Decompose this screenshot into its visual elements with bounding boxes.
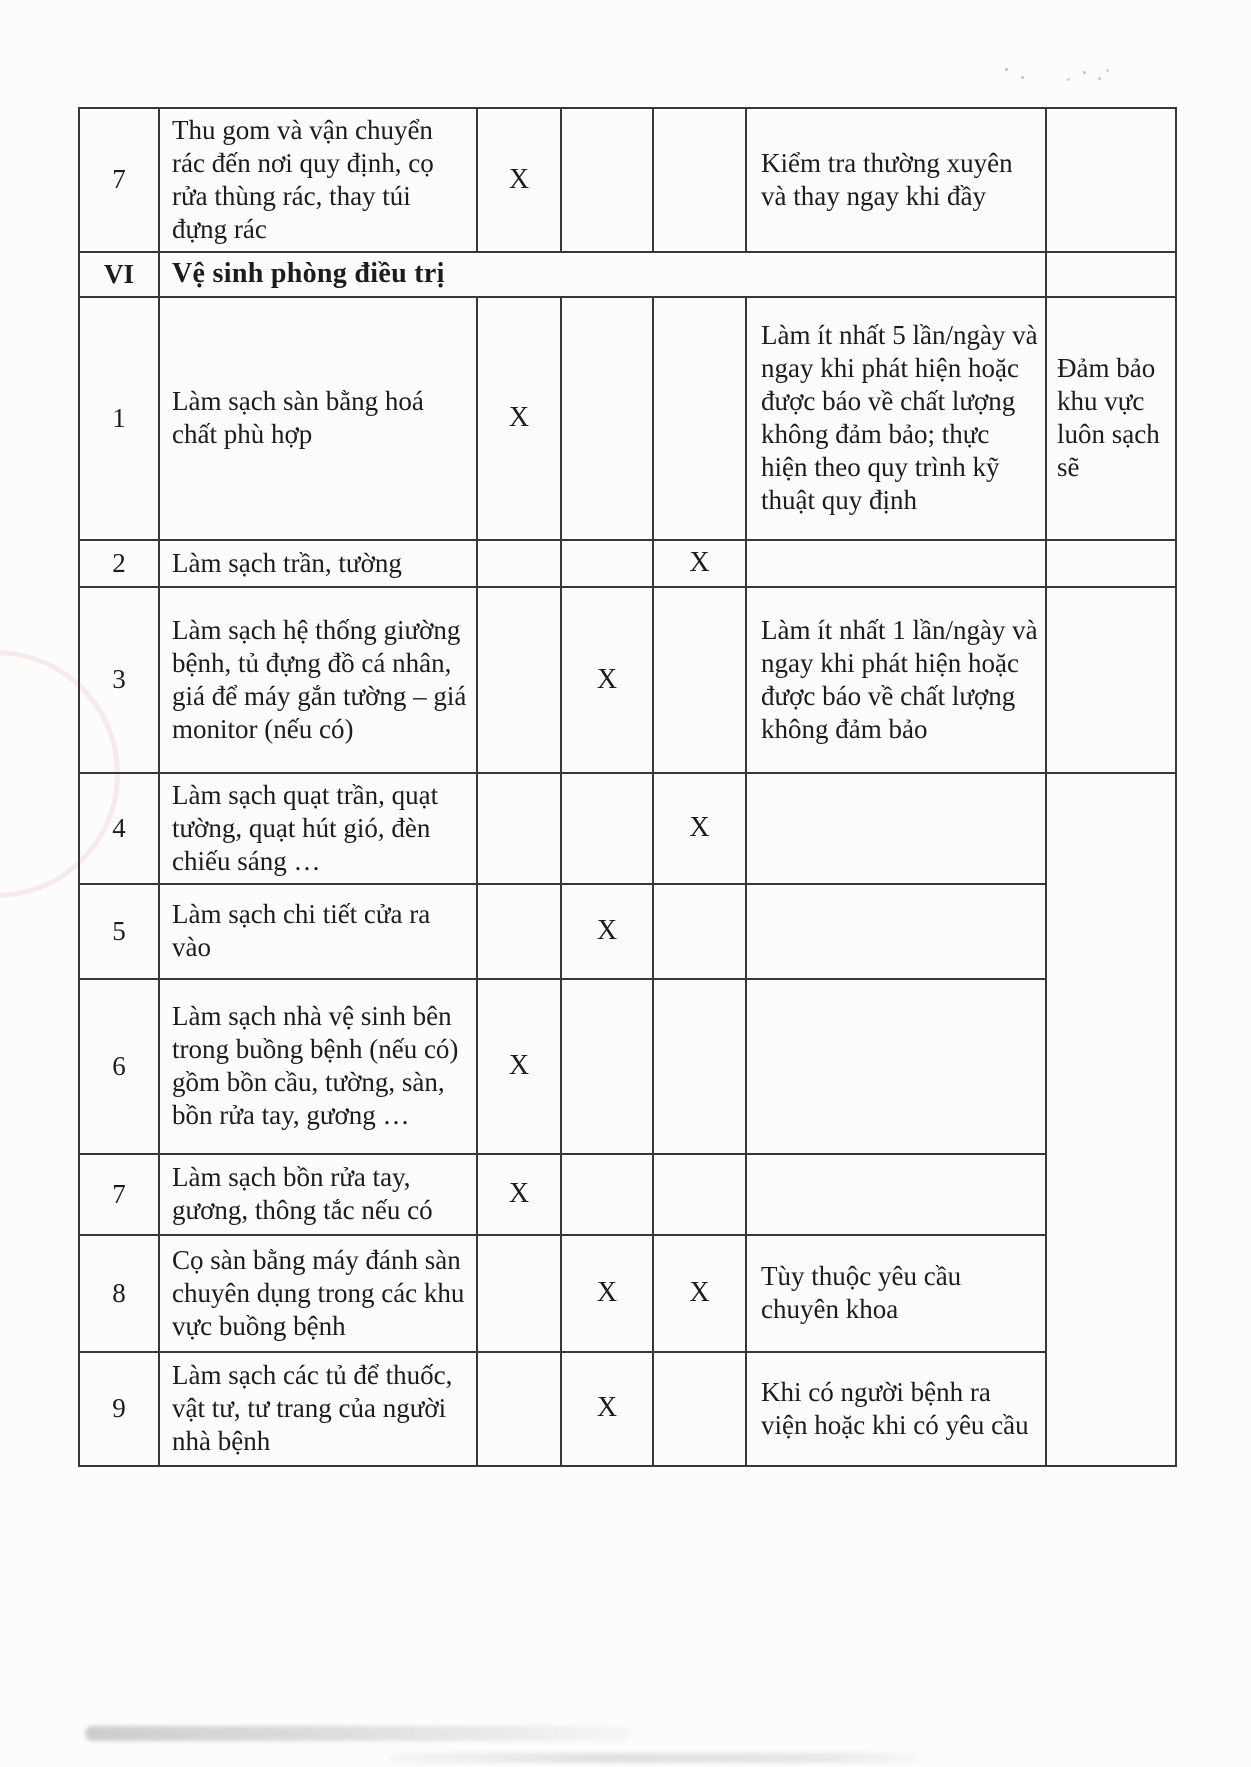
table-row [79,587,1176,773]
notes-cell [746,979,1046,1154]
row-number: 8 [79,1235,159,1352]
task-cell: Làm sạch trần, tường [159,540,477,587]
freq-3-cell [653,1154,746,1235]
table-row [79,1154,1176,1235]
task-cell: Thu gom và vận chuyển rác đến nơi quy định, cọ rửa thùng rác, thay túi đựng rác [159,108,477,252]
freq-3-cell [653,884,746,979]
table-row [79,540,1176,587]
requirement-cell: Đảm bảo khu vực luôn sạch sẽ [1046,297,1176,540]
row-number: 9 [79,1352,159,1466]
freq-2-cell [561,108,653,252]
freq-3-cell [653,108,746,252]
requirement-cell [1046,252,1176,297]
freq-1-cell [477,884,561,979]
notes-cell: Kiểm tra thường xuyên và thay ngay khi đầy [746,108,1046,252]
section-header-row [79,252,1176,297]
freq-3-cell [653,587,746,773]
freq-2-cell: X [561,884,653,979]
table-row [79,773,1176,884]
section-title: Vệ sinh phòng điều trị [159,252,1046,297]
table-row [79,108,1176,252]
row-number: 3 [79,587,159,773]
table-row [79,1352,1176,1466]
notes-cell [746,540,1046,587]
scan-smudge-artifact [390,1753,920,1763]
freq-1-cell [477,1352,561,1466]
freq-3-cell: X [653,773,746,884]
task-cell: Làm sạch các tủ để thuốc, vật tư, tư trang của người nhà bệnh [159,1352,477,1466]
task-cell: Làm sạch quạt trần, quạt tường, quạt hút gió, đèn chiếu sáng … [159,773,477,884]
row-number: 2 [79,540,159,587]
freq-2-cell [561,540,653,587]
task-cell: Cọ sàn bằng máy đánh sàn chuyên dụng trong các khu vực buồng bệnh [159,1235,477,1352]
row-number: 4 [79,773,159,884]
table-row [79,1235,1176,1352]
freq-2-cell [561,979,653,1154]
freq-1-cell: X [477,297,561,540]
requirement-cell [1046,587,1176,773]
requirement-cell [1046,108,1176,252]
scan-smudge-artifact [85,1726,630,1741]
freq-1-cell: X [477,979,561,1154]
requirement-merged-cell [1046,773,1176,1466]
task-cell: Làm sạch nhà vệ sinh bên trong buồng bệnh (nếu có) gồm bồn cầu, tường, sàn, bồn rửa tay, gương … [159,979,477,1154]
freq-1-cell [477,587,561,773]
notes-cell: Tùy thuộc yêu cầu chuyên khoa [746,1235,1046,1352]
pen-marks-artifact [1005,68,1008,71]
requirement-cell [1046,540,1176,587]
freq-1-cell: X [477,1154,561,1235]
freq-2-cell [561,773,653,884]
task-cell: Làm sạch sàn bằng hoá chất phù hợp [159,297,477,540]
freq-3-cell [653,1352,746,1466]
row-number: 5 [79,884,159,979]
freq-3-cell [653,297,746,540]
cleaning-schedule-table [78,107,1177,1467]
notes-cell [746,1154,1046,1235]
freq-3-cell: X [653,540,746,587]
section-number: VI [79,252,159,297]
task-cell: Làm sạch chi tiết cửa ra vào [159,884,477,979]
table-row [79,979,1176,1154]
task-cell: Làm sạch bồn rửa tay, gương, thông tắc nếu có [159,1154,477,1235]
task-cell: Làm sạch hệ thống giường bệnh, tủ đựng đồ cá nhân, giá để máy gắn tường – giá monitor (nếu có) [159,587,477,773]
row-number: 7 [79,1154,159,1235]
freq-2-cell: X [561,587,653,773]
row-number: 6 [79,979,159,1154]
table-row [79,297,1176,540]
freq-2-cell [561,297,653,540]
notes-cell [746,884,1046,979]
freq-1-cell: X [477,108,561,252]
freq-3-cell [653,979,746,1154]
table-row [79,884,1176,979]
notes-cell [746,773,1046,884]
freq-3-cell: X [653,1235,746,1352]
row-number: 7 [79,108,159,252]
freq-2-cell: X [561,1235,653,1352]
notes-cell: Làm ít nhất 1 lần/ngày và ngay khi phát hiện hoặc được báo về chất lượng không đảm bảo [746,587,1046,773]
freq-1-cell [477,1235,561,1352]
freq-1-cell [477,540,561,587]
notes-cell: Khi có người bệnh ra viện hoặc khi có yêu cầu [746,1352,1046,1466]
freq-1-cell [477,773,561,884]
row-number: 1 [79,297,159,540]
freq-2-cell: X [561,1352,653,1466]
notes-cell: Làm ít nhất 5 lần/ngày và ngay khi phát hiện hoặc được báo về chất lượng không đảm bảo; thực hiện theo quy trình kỹ thuật quy định [746,297,1046,540]
freq-2-cell [561,1154,653,1235]
